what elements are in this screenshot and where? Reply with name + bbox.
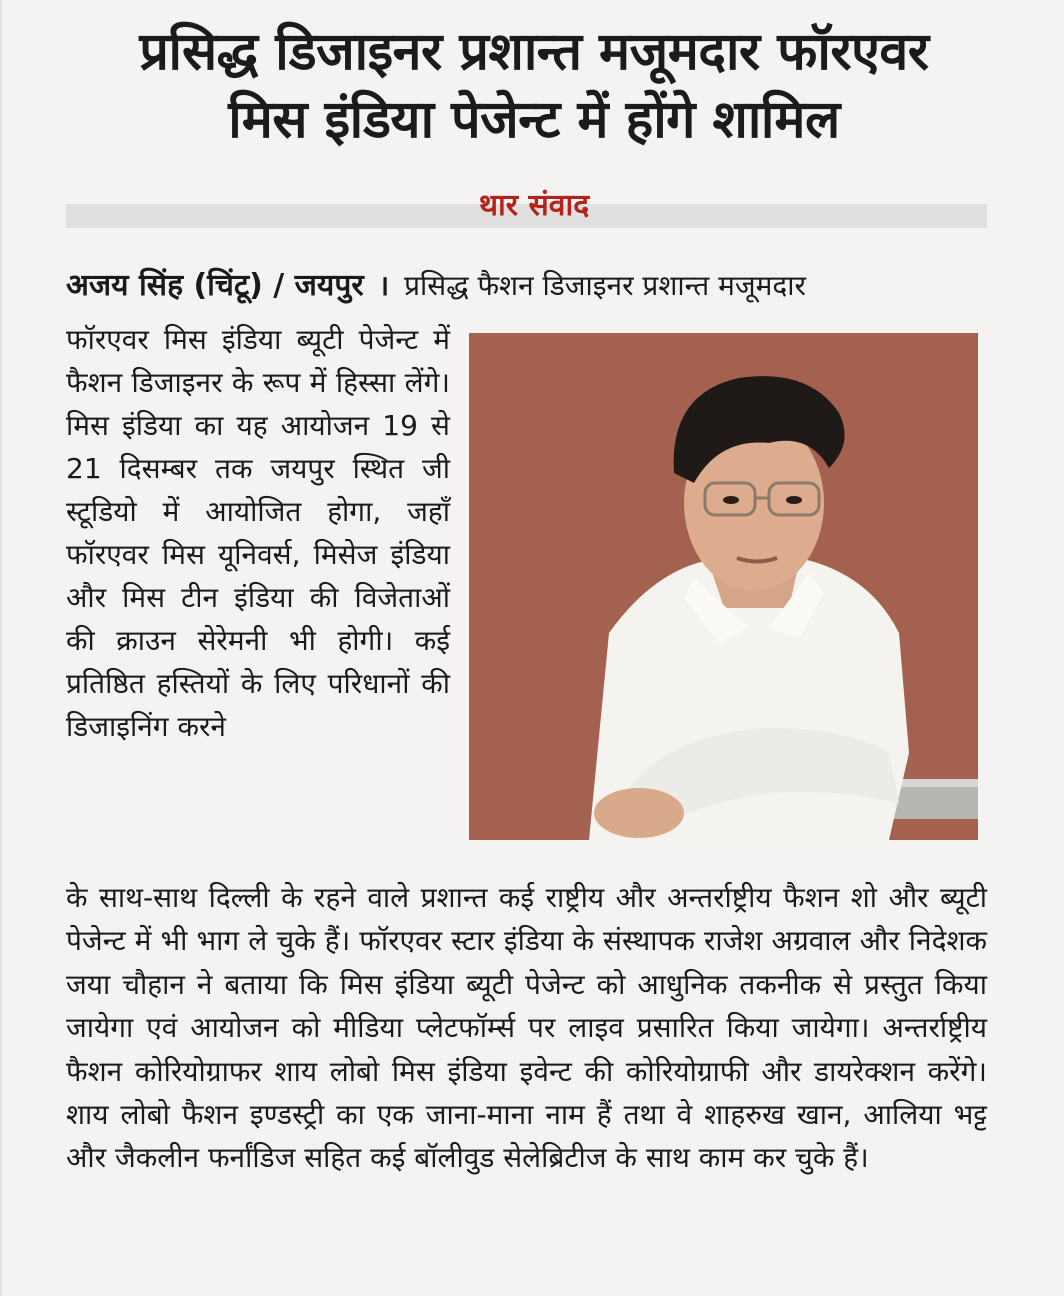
headline-line-2: मिस इंडिया पेजेन्ट में होंगे शामिल <box>228 90 840 150</box>
portrait-photo <box>469 333 978 840</box>
byline-separator: । <box>378 269 390 302</box>
headline <box>42 18 1026 154</box>
portrait-illustration <box>469 333 978 840</box>
full-width-text: के साथ-साथ दिल्ली के रहने वाले प्रशान्त कई राष्ट्रीय और अन्तर्राष्ट्रीय फैशन शो और ब्यूटी पेजेन्ट में भी भाग ले चुके हैं। फॉरएवर स्टार इंडिया के संस्थापक राजेश अग्रवाल और निदेशक जया चौहान ने बताया कि मिस इंडिया ब्यूटी पेजेन्ट को आधुनिक तकनीक से प्रस्तुत किया जायेगा एवं आयोजन को मीडिया प्लेटफॉर्म्स पर लाइव प्रसारित किया जायेगा। अन्तर्राष्ट्रीय फैशन कोरियोग्राफर शाय लोबो मिस इंडिया इवेन्ट की कोरियोग्राफी और डायरेक्शन करेंगे। शाय लोबो फैशन इण्डस्ट्री का एक जाना-माना नाम हैं तथा वे शाहरुख खान, आलिया भट्ट और जैकलीन फर्नांडिज सहित कई बॉलीवुड सेलेब्रिटीज के साथ काम कर चुके हैं। <box>66 881 987 1175</box>
lead-text: प्रसिद्ध फैशन डिजाइनर प्रशान्त मजूमदार <box>404 269 806 302</box>
column-text: फॉरएवर मिस इंडिया ब्यूटी पेजेन्ट में फैशन डिजाइनर के रूप में हिस्सा लेंगे। मिस इंडिया का यह आयोजन 19 से 21 दिसम्बर तक जयपुर स्थित जी स्टूडियो में आयोजित होगा, जहाँ फॉरएवर मिस यूनिवर्स, मिसेज इंडिया और मिस टीन इंडिया की विजेताओं की क्राउन सेरेमनी भी होगी। कई प्रतिष्ठित हस्तियों के लिए परिधानों की डिजाइनिंग करने <box>66 323 450 743</box>
byline: अजय सिंह (चिंटू) / जयपुर <box>66 268 364 303</box>
headline-line-1: प्रसिद्ध डिजाइनर प्रशान्त मजूमदार फॉरएवर <box>139 22 929 82</box>
source-label: थार संवाद <box>478 188 590 223</box>
byline-row <box>66 266 987 306</box>
